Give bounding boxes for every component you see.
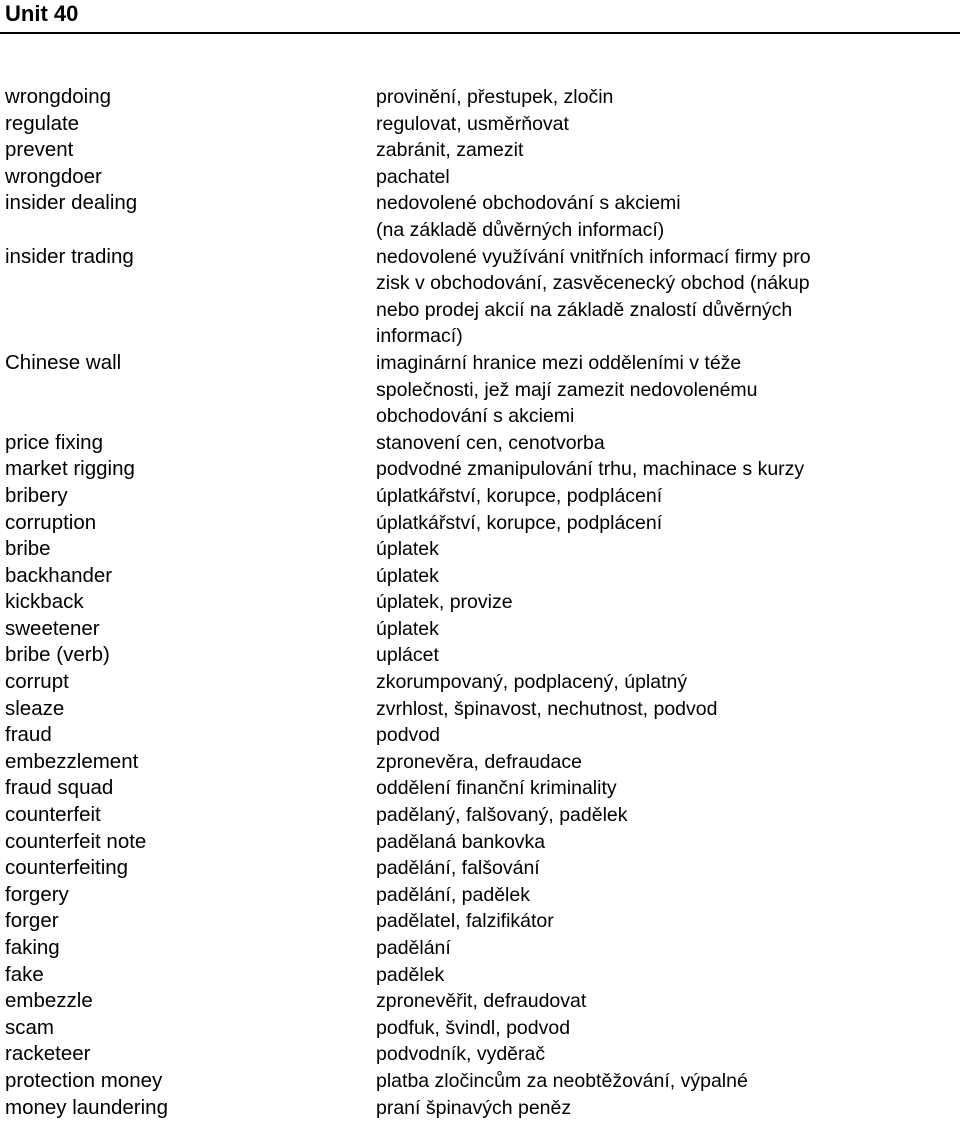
translation-line: padělatel, falzifikátor bbox=[376, 910, 554, 933]
translation-line: úplatkářství, korupce, podplácení bbox=[376, 511, 663, 534]
vocab-term: sleaze bbox=[5, 696, 65, 720]
translation-line: padělání bbox=[376, 937, 451, 959]
vocab-translation bbox=[376, 882, 960, 909]
translation-line: oddělení finanční kriminality bbox=[376, 777, 617, 800]
translation-line: úplatek bbox=[376, 564, 439, 587]
translation-line: pachatel bbox=[376, 165, 450, 188]
vocab-translation bbox=[376, 84, 960, 111]
vocab-entry bbox=[0, 190, 960, 243]
vocab-entry bbox=[0, 962, 960, 989]
vocab-term: wrongdoer bbox=[5, 164, 102, 188]
vocab-term: sweetener bbox=[5, 616, 100, 640]
vocab-translation bbox=[376, 483, 960, 510]
vocab-entry bbox=[0, 722, 960, 749]
vocab-term: regulate bbox=[5, 111, 80, 135]
vocab-entry bbox=[0, 350, 960, 430]
translation-line: podvodné zmanipulování trhu, machinace s kurzy bbox=[376, 458, 805, 481]
vocab-entry bbox=[0, 164, 960, 191]
vocab-entry bbox=[0, 642, 960, 669]
translation-line: úplatek bbox=[376, 617, 439, 640]
translation-line: zpronevěřit, defraudovat bbox=[376, 990, 587, 1013]
vocab-entry bbox=[0, 616, 960, 643]
vocab-translation bbox=[376, 1068, 960, 1095]
vocab-translation bbox=[376, 988, 960, 1015]
vocab-entry bbox=[0, 855, 960, 882]
vocab-term: corruption bbox=[5, 510, 97, 534]
vocab-translation bbox=[376, 137, 960, 164]
vocab-entry bbox=[0, 882, 960, 909]
translation-line: uplácet bbox=[376, 644, 439, 667]
translation-line: nedovolené obchodování s akciemi bbox=[376, 192, 681, 215]
vocab-term: market rigging bbox=[5, 457, 135, 481]
translation-line: úplatek, provize bbox=[376, 591, 513, 614]
vocab-entry bbox=[0, 510, 960, 537]
vocab-entry bbox=[0, 244, 960, 350]
vocab-translation bbox=[376, 696, 960, 723]
translation-line: podvod bbox=[376, 724, 440, 747]
vocab-term: counterfeiting bbox=[5, 856, 129, 880]
vocab-term: corrupt bbox=[5, 670, 69, 694]
vocab-translation bbox=[376, 749, 960, 776]
vocab-term: bribe (verb) bbox=[5, 643, 110, 667]
translation-line: informací) bbox=[376, 325, 463, 348]
page-title: Unit 40 bbox=[5, 1, 79, 26]
vocab-entry bbox=[0, 137, 960, 164]
translation-line: stanovení cen, cenotvorba bbox=[376, 431, 605, 454]
translation-line: podvodník, vyděrač bbox=[376, 1043, 546, 1066]
vocab-term: wrongdoing bbox=[5, 85, 111, 108]
translation-line: nebo prodej akcií na základě znalostí důvěrných bbox=[376, 298, 793, 321]
vocab-term: price fixing bbox=[5, 430, 103, 454]
translation-line: (na základě důvěrných informací) bbox=[376, 218, 665, 241]
translation-line: praní špinavých peněz bbox=[376, 1096, 572, 1119]
vocab-term: insider trading bbox=[5, 244, 134, 268]
vocab-term: fraud bbox=[5, 723, 52, 747]
translation-line: padělání, falšování bbox=[376, 857, 540, 880]
vocab-translation bbox=[376, 456, 960, 483]
vocab-term: faking bbox=[5, 936, 60, 959]
vocab-entry bbox=[0, 1095, 960, 1121]
vocab-translation bbox=[376, 563, 960, 590]
vocab-entry bbox=[0, 430, 960, 457]
vocab-translation bbox=[376, 111, 960, 138]
vocab-translation bbox=[376, 589, 960, 616]
vocab-translation bbox=[376, 510, 960, 537]
vocab-entry bbox=[0, 563, 960, 590]
vocab-term: scam bbox=[5, 1015, 54, 1039]
translation-line: obchodování s akciemi bbox=[376, 405, 575, 428]
vocab-translation bbox=[376, 935, 960, 962]
vocab-entry bbox=[0, 908, 960, 935]
vocab-term: embezzlement bbox=[5, 749, 139, 773]
vocab-translation bbox=[376, 669, 960, 696]
vocab-translation bbox=[376, 908, 960, 935]
translation-line: regulovat, usměrňovat bbox=[376, 112, 569, 135]
translation-line: podfuk, švindl, podvod bbox=[376, 1016, 571, 1039]
vocab-translation bbox=[376, 775, 960, 802]
translation-line: zpronevěra, defraudace bbox=[376, 750, 582, 773]
vocabulary-list bbox=[0, 84, 960, 1121]
vocab-translation bbox=[376, 855, 960, 882]
vocab-term: kickback bbox=[5, 590, 84, 614]
vocab-translation bbox=[376, 164, 960, 191]
vocab-translation bbox=[376, 829, 960, 856]
translation-line: zisk v obchodování, zasvěcenecký obchod (nákup bbox=[376, 272, 810, 295]
translation-line: úplatek bbox=[376, 538, 439, 561]
page-header bbox=[0, 0, 960, 34]
vocab-term: forger bbox=[5, 909, 59, 933]
vocab-entry bbox=[0, 111, 960, 138]
vocab-translation bbox=[376, 962, 960, 989]
translation-line: padělání, padělek bbox=[376, 883, 530, 906]
vocab-translation bbox=[376, 536, 960, 563]
vocab-entry bbox=[0, 775, 960, 802]
vocab-entry bbox=[0, 1068, 960, 1095]
translation-line: úplatkářství, korupce, podplácení bbox=[376, 484, 663, 507]
vocab-entry bbox=[0, 536, 960, 563]
vocab-term: fraud squad bbox=[5, 776, 114, 800]
translation-line: nedovolené využívání vnitřních informací firmy pro bbox=[376, 245, 811, 268]
vocab-term: counterfeit note bbox=[5, 829, 147, 853]
vocab-entry bbox=[0, 669, 960, 696]
vocab-entry bbox=[0, 589, 960, 616]
vocab-entry bbox=[0, 802, 960, 829]
vocab-entry bbox=[0, 829, 960, 856]
vocab-translation bbox=[376, 642, 960, 669]
vocab-translation bbox=[376, 1015, 960, 1042]
vocab-term: backhander bbox=[5, 563, 113, 587]
vocab-translation bbox=[376, 244, 960, 350]
vocab-term: fake bbox=[5, 962, 44, 986]
vocab-entry bbox=[0, 1041, 960, 1068]
vocab-entry bbox=[0, 456, 960, 483]
vocab-term: counterfeit bbox=[5, 803, 101, 827]
translation-line: zabránit, zamezit bbox=[376, 139, 524, 162]
translation-line: platba zločincům za neobtěžování, výpalné bbox=[376, 1069, 748, 1092]
vocab-term: bribe bbox=[5, 537, 51, 561]
translation-line: padělek bbox=[376, 963, 445, 986]
translation-line: padělaná bankovka bbox=[376, 830, 546, 853]
vocab-term: prevent bbox=[5, 138, 74, 162]
vocab-entry bbox=[0, 696, 960, 723]
vocab-term: Chinese wall bbox=[5, 350, 122, 374]
vocab-term: protection money bbox=[5, 1068, 163, 1092]
vocab-translation bbox=[376, 616, 960, 643]
translation-line: provinění, přestupek, zločin bbox=[376, 86, 614, 108]
vocab-translation bbox=[376, 802, 960, 829]
vocab-entry bbox=[0, 483, 960, 510]
vocab-entry bbox=[0, 935, 960, 962]
translation-line: imaginární hranice mezi odděleními v téže bbox=[376, 351, 742, 374]
vocab-translation bbox=[376, 722, 960, 749]
vocab-translation bbox=[376, 1095, 960, 1121]
vocab-term: racketeer bbox=[5, 1042, 91, 1066]
vocab-entry bbox=[0, 84, 960, 111]
vocab-entry bbox=[0, 988, 960, 1015]
vocab-term: bribery bbox=[5, 483, 68, 507]
vocab-translation bbox=[376, 1041, 960, 1068]
vocab-translation bbox=[376, 190, 960, 243]
vocab-translation bbox=[376, 430, 960, 457]
vocab-entry bbox=[0, 749, 960, 776]
vocab-term: money laundering bbox=[5, 1095, 168, 1119]
vocab-term: forgery bbox=[5, 882, 69, 906]
translation-line: zvrhlost, špinavost, nechutnost, podvod bbox=[376, 697, 718, 720]
vocab-translation bbox=[376, 350, 960, 430]
translation-line: společnosti, jež mají zamezit nedovolenému bbox=[376, 378, 758, 401]
translation-line: zkorumpovaný, podplacený, úplatný bbox=[376, 671, 688, 694]
vocab-entry bbox=[0, 1015, 960, 1042]
vocab-term: insider dealing bbox=[5, 191, 138, 215]
vocab-term: embezzle bbox=[5, 989, 93, 1013]
translation-line: padělaný, falšovaný, padělek bbox=[376, 804, 628, 827]
